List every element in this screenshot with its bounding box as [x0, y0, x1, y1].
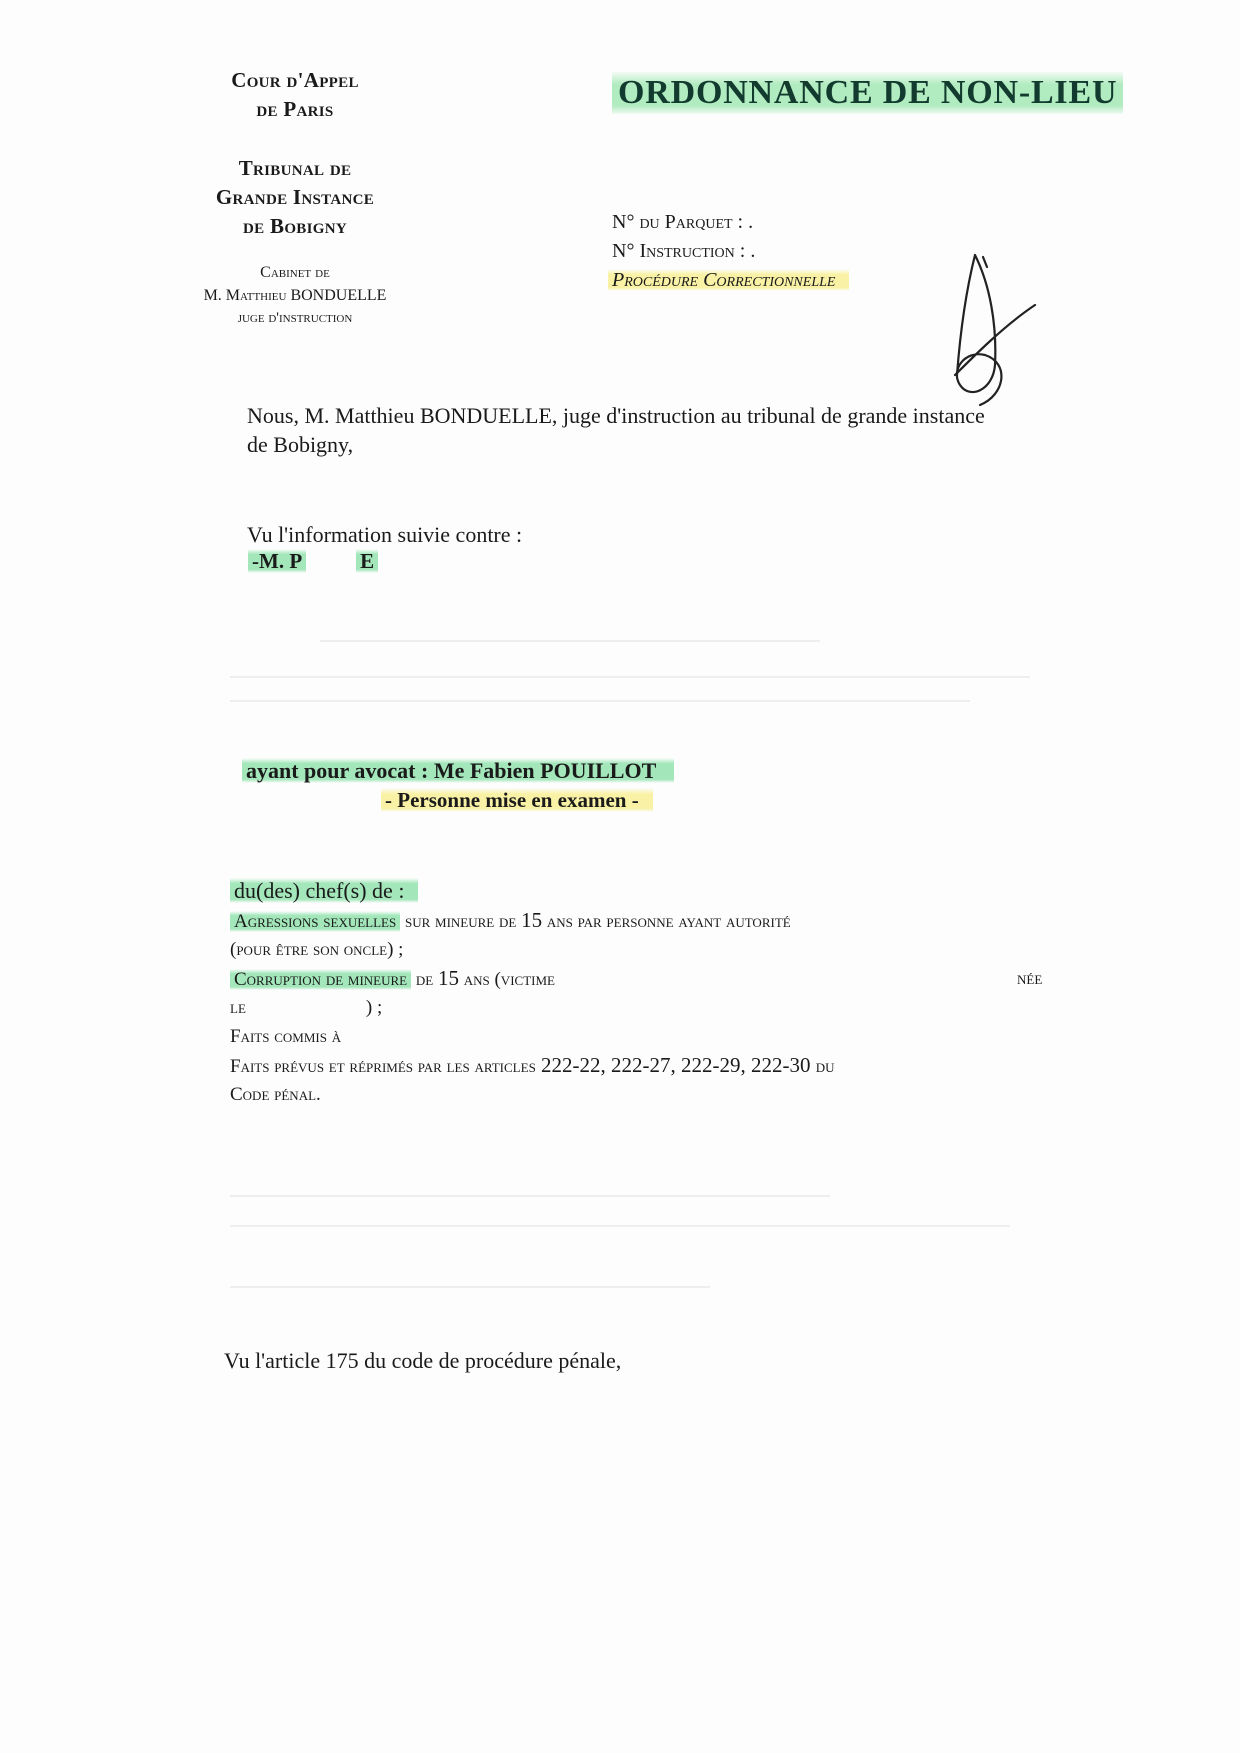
offence-location: Faits commis à	[230, 1026, 342, 1047]
redaction-trace	[230, 1225, 1010, 1227]
accused-name	[248, 549, 378, 574]
charges-heading-text: du(des) chef(s) de :	[230, 878, 418, 903]
case-references	[612, 208, 849, 295]
charge-2-tail: ans (victime	[458, 969, 555, 990]
article-175-line: Vu l'article 175 du code de procédure pénale,	[224, 1348, 622, 1373]
charge-2-line-1	[230, 964, 1070, 993]
charge-1-age: 15	[521, 908, 543, 932]
role-line	[385, 788, 653, 813]
charge-2-born: née	[1017, 968, 1043, 989]
charge-1-tail: ans par personne ayant autorité	[542, 911, 791, 932]
charge-2-age: 15	[437, 966, 459, 990]
lawyer-text: ayant pour avocat : Me Fabien POUILLOT	[242, 758, 674, 783]
charge-1-title: Agressions sexuelles	[230, 911, 400, 932]
charges-section	[230, 876, 1070, 1109]
charge-2-title: Corruption de mineure	[230, 969, 411, 990]
charges-heading	[230, 876, 1070, 906]
parquet-number: N° du Parquet : .	[612, 211, 754, 233]
charge-1-line-1	[230, 906, 1070, 935]
instruction-number: N° Instruction : .	[612, 240, 756, 262]
intro-line-2: de Bobigny,	[247, 432, 354, 457]
handwritten-initials-icon	[935, 245, 1045, 415]
intro-line-1: Nous, M. Matthieu BONDUELLE, juge d'instruction au tribunal de grande instance	[247, 403, 985, 428]
procedure-type-text: Procédure Correctionnelle	[608, 269, 849, 291]
redaction-trace	[230, 1286, 710, 1288]
redaction-trace	[230, 700, 970, 702]
intro-paragraph	[247, 401, 985, 459]
legal-articles-text: Faits prévus et réprimés par les articles	[230, 1056, 536, 1077]
redaction-trace	[230, 676, 1030, 678]
information-label: Vu l'information suivie contre :	[247, 522, 523, 547]
cabinet-line-3: juge d'instruction	[237, 310, 353, 326]
charge-2-le: le	[230, 997, 246, 1018]
appeal-court-line-1: Cour d'Appel	[231, 68, 359, 92]
accused-name-part-2: E	[356, 549, 378, 573]
accused-name-part-1: -M. P	[248, 549, 306, 573]
role-text: - Personne mise en examen -	[381, 788, 653, 812]
charge-2-close: ) ;	[365, 997, 383, 1018]
legal-articles	[230, 1051, 1070, 1080]
tribunal-line-2: Grande Instance	[215, 185, 375, 209]
cabinet-line-2: M. Matthieu BONDUELLE	[203, 287, 387, 304]
cabinet-line-1: Cabinet de	[260, 264, 330, 281]
procedure-type	[612, 266, 849, 295]
lawyer-line	[242, 758, 674, 784]
charge-1-line-2: (pour être son oncle) ;	[230, 939, 404, 960]
appeal-court-line-2: de Paris	[256, 97, 334, 121]
charge-2-line-2	[230, 993, 1070, 1022]
legal-articles-du: du	[815, 1056, 835, 1077]
charge-1-rest: sur mineure de	[400, 911, 522, 932]
legal-articles-numbers: 222-22, 222-27, 222-29, 222-30	[535, 1053, 816, 1077]
document-title: ORDONNANCE DE NON-LIEU	[612, 72, 1123, 114]
penal-code: Code pénal.	[230, 1084, 321, 1105]
tribunal-line-1: Tribunal de	[238, 156, 352, 180]
tribunal-line-3: de Bobigny	[243, 214, 347, 238]
redaction-trace	[320, 640, 820, 642]
charge-2-rest: de	[411, 969, 438, 990]
court-header	[160, 66, 430, 330]
redaction-trace	[230, 1195, 830, 1197]
